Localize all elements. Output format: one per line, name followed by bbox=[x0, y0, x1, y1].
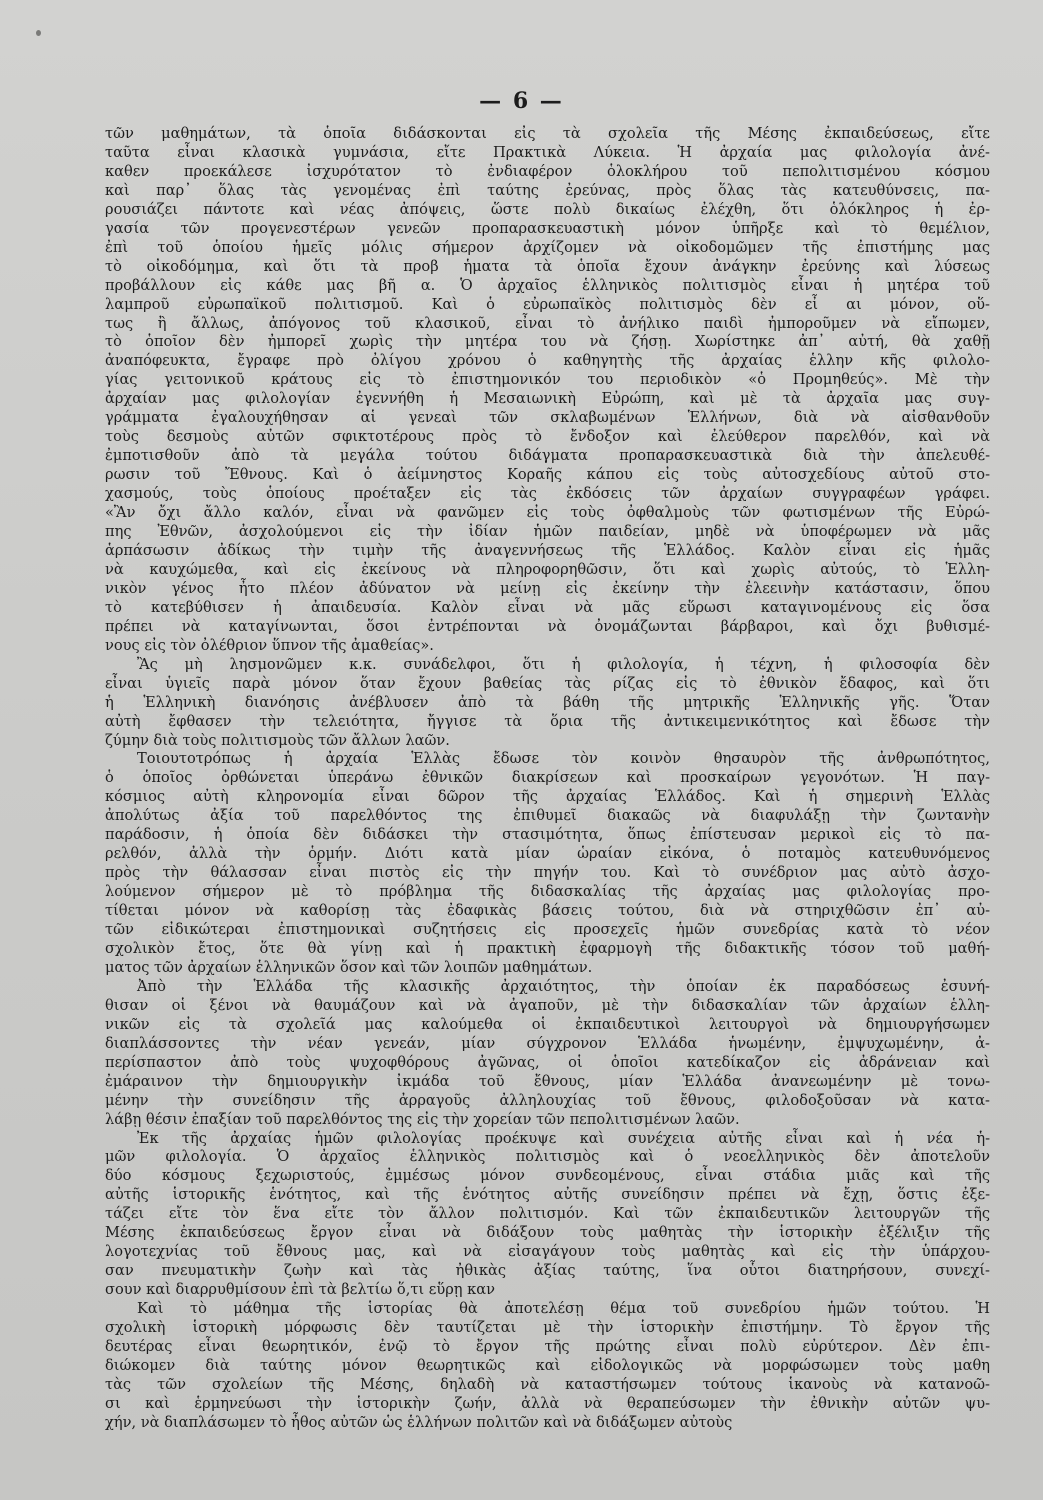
text-line: αὐτῆς ἱστορικῆς ἑνότητος, καὶ τῆς ἑνότητος αὐτῆς συνείδησιν πρέπει νὰ ἔχῃ, ὅστις ἐξε- bbox=[105, 1186, 990, 1204]
text-line: κόσμιος αὐτὴ κληρονομία εἶναι δῶρον τῆς ἀρχαίας Ἑλλάδος. Καὶ ἡ σημερινὴ Ἑλλὰς bbox=[105, 788, 990, 806]
text-line: τάζει εἴτε τὸν ἕνα εἴτε τὸν ἄλλον πολιτισμόν. Καὶ τῶν ἐκπαιδευτικῶν λειτουργῶν τῆς bbox=[105, 1205, 990, 1223]
text-line: λούμενον σήμερον μὲ τὸ πρόβλημα τῆς διδασκαλίας τῆς ἀρχαίας μας φιλολογίας προ- bbox=[105, 883, 990, 901]
scan-speck bbox=[36, 30, 41, 36]
text-line: τὸ ὁποῖον δὲν ἠμπορεῖ χωρὶς τὴν μητέρα του νὰ ζήσῃ. Χωρίστηκε ἀπ᾽ αὐτή, θὰ χαθῇ bbox=[105, 333, 990, 351]
text-line: Τοιουτοτρόπως ἡ ἀρχαία Ἑλλὰς ἔδωσε τὸν κοινὸν θησαυρὸν τῆς ἀνθρωπότητος, bbox=[137, 750, 990, 768]
text-line: χασμούς, τοὺς ὁποίους προέταξεν εἰς τὰς ἐκδόσεις τῶν ἀρχαίων συγγραφέων γράφει. bbox=[105, 485, 990, 503]
text-line: σχολικὸν ἔτος, ὅτε θὰ γίνῃ καὶ ἡ πρακτικὴ ἐφαρμογὴ τῆς διδακτικῆς τόσον τοῦ μαθή- bbox=[105, 939, 990, 957]
text-line: ἐμποτισθοῦν ἀπὸ τὰ μεγάλα τούτου διδάγματα προπαρασκευαστικὰ διὰ τὴν ἀπελευθέ- bbox=[105, 447, 990, 465]
text-line: ταῦτα εἶναι κλασικὰ γυμνάσια, εἴτε Πρακτικὰ Λύκεια. Ἡ ἀρχαία μας φιλολογία ἀνέ- bbox=[105, 143, 990, 161]
text-line: ἀπολύτως ἀξία τοῦ παρελθόντος της ἐπιθυμεῖ διακαῶς νὰ διαφυλάξῃ τὴν ζωντανὴν bbox=[105, 807, 990, 825]
paragraph bbox=[105, 656, 990, 751]
paragraph bbox=[105, 1130, 990, 1301]
text-line: ἀναπόφευκτα, ἔγραφε πρὸ ὀλίγου χρόνου ὁ καθηγητὴς τῆς ἀρχαίας ἑλλην κῆς φιλολο- bbox=[105, 352, 990, 370]
text-line: τως ἢ ἄλλως, ἀπόγονος τοῦ κλασικοῦ, εἶναι τὸ ἀνήλικο παιδὶ ἠμποροῦμεν νὰ εἴπωμεν, bbox=[105, 314, 990, 332]
text-line: Μέσης ἐκπαιδεύσεως ἔργον εἶναι νὰ διδάξουν τοὺς μαθητὰς τὴν ἱστορικὴν ἐξέλιξιν τῆς bbox=[105, 1224, 990, 1242]
text-line: δευτέρας εἶναι θεωρητικόν, ἐνῷ τὸ ἔργον τῆς πρώτης εἶναι πολὺ εὐρύτερον. Δὲν ἐπι- bbox=[105, 1338, 990, 1355]
text-line: πρὸς τὴν θάλασσαν εἶναι πιστὸς εἰς τὴν πηγήν του. Καὶ τὸ συνέδριον μας αὐτὸ ἀσχο- bbox=[105, 864, 990, 882]
text-line: θισαν οἱ ξένοι νὰ θαυμάζουν καὶ νὰ ἀγαποῦν, μὲ τὴν διδασκαλίαν τῶν ἀρχαίων ἑλλη- bbox=[105, 996, 990, 1014]
text-line: πρέπει νὰ καταγίνωνται, ὅσοι ἐντρέπονται νὰ ὀνομάζωνται βάρβαροι, καὶ ὄχι βυθισμέ- bbox=[105, 617, 990, 635]
text-line: νους εἰς τὸν ὀλέθριον ὕπνον τῆς ἀμαθείας». bbox=[105, 636, 434, 654]
text-line: δύο κόσμους ξεχωριστούς, ἐμμέσως μόνον συνδεομένους, εἶναι στάδια μιᾶς καὶ τῆς bbox=[105, 1167, 990, 1185]
text-line: ματος τῶν ἀρχαίων ἑλληνικῶν ὅσον καὶ τῶν λοιπῶν μαθημάτων. bbox=[105, 958, 593, 976]
text-line: νὰ καυχώμεθα, καὶ εἰς ἐκείνους νὰ πληροφορηθῶσιν, ὅτι καὶ χωρὶς αὐτούς, τὸ Ἑλλη- bbox=[105, 560, 990, 578]
page-number: — 6 — bbox=[479, 88, 564, 114]
text-line: μένην τὴν συνείδησιν τῆς ἀρραγοῦς ἀλληλουχίας τοῦ ἔθνους, φιλοδοξοῦσαν νὰ κατα- bbox=[105, 1091, 990, 1109]
text-line: ἡ Ἑλληνικὴ διανόησις ἀνέβλυσεν ἀπὸ τὰ βάθη τῆς μητρικῆς Ἑλληνικῆς γῆς. Ὅταν bbox=[105, 693, 990, 711]
text-line: γίας γειτονικοῦ κράτους εἰς τὸ ἐπιστημονικόν του περιοδικὸν «ὁ Προμηθεύς». Μὲ τὴν bbox=[105, 371, 990, 389]
text-line: νικὸν γένος ἦτο πλέον ἀδύνατον νὰ μείνῃ εἰς ἐκείνην τὴν ἐλεεινὴν κατάστασιν, ὅπου bbox=[105, 579, 990, 597]
text-line: λογοτεχνίας τοῦ ἔθνους μας, καὶ νὰ εἰσαγάγουν τοὺς μαθητὰς καὶ εἰς τὴν ὑπάρχου- bbox=[105, 1243, 990, 1261]
text-line: τίθεται μόνον νὰ καθορίσῃ τὰς ἐδαφικὰς βάσεις τούτου, διὰ νὰ στηριχθῶσιν ἐπ᾽ αὐ- bbox=[105, 902, 990, 920]
text-line: τὸ οἰκοδόμημα, καὶ ὅτι τὰ προβ ἡματα τὰ ὁποῖα ἔχουν ἀνάγκην ἐρεύνης καὶ λύσεως bbox=[105, 257, 990, 275]
text-line: λάβῃ θέσιν ἐπαξίαν τοῦ παρελθόντος της εἰς τὴν χορείαν τῶν πεπολιτισμένων λαῶν. bbox=[105, 1110, 740, 1128]
text-line: διαπλάσσοντες τὴν νέαν γενεάν, μίαν σύγχρονον Ἑλλάδα ἡνωμένην, ἐμψυχωμένην, ἀ- bbox=[105, 1034, 990, 1052]
text-line: τὸ κατεβύθισεν ἡ ἀπαιδευσία. Καλὸν εἶναι νὰ μᾶς εὕρωσι καταγινομένους εἰς ὅσα bbox=[105, 598, 990, 616]
text-line: ἁρπάσωσιν ἀδίκως τὴν τιμὴν τῆς ἀναγεννήσεως τῆς Ἑλλάδος. Καλὸν εἶναι εἰς ἡμᾶς bbox=[105, 541, 990, 559]
text-line: αὐτὴ ἔφθασεν τὴν τελειότητα, ἤγγισε τὰ ὅρια τῆς ἀντικειμενικότητος καὶ ἔδωσε τὴν bbox=[105, 712, 990, 730]
text-line: Ἂς μὴ λησμονῶμεν κ.κ. συνάδελφοι, ὅτι ἡ φιλολογία, ἡ τέχνη, ἡ φιλοσοφία δὲν bbox=[137, 655, 990, 673]
text-line: εἶναι ὑγιεῖς παρὰ μόνον ὅταν ἔχουν βαθείας τὰς ρίζας εἰς τὸ ἐθνικὸν ἔδαφος, καὶ ὅτι bbox=[105, 674, 990, 692]
text-line: γασία τῶν προγενεστέρων γενεῶν προπαρασκευαστικὴ μόνον ὑπῆρξε καὶ τὸ θεμέλιον, bbox=[105, 219, 990, 237]
text-line: καὶ παρ᾽ ὅλας τὰς γενομένας ἐπὶ ταύτης ἐρεύνας, πρὸς ὅλας τὰς κατευθύνσεις, πα- bbox=[105, 181, 990, 199]
text-line: περίσπαστον ἀπὸ τοὺς ψυχοφθόρους ἀγῶνας, οἱ ὁποῖοι κατεδίκαζον εἰς ἀδράνειαν καὶ bbox=[105, 1053, 990, 1071]
text-line: τοὺς δεσμοὺς αὐτῶν σφικτοτέρους πρὸς τὸ ἔνδοξον καὶ ἐλεύθερον παρελθόν, καὶ νὰ bbox=[105, 428, 990, 446]
text-line: ὁ ὁποῖος ὀρθώνεται ὑπεράνω ἐθνικῶν διακρίσεων καὶ προσκαίρων γεγονότων. Ἡ παγ- bbox=[105, 769, 990, 787]
text-line: προβάλλουν εἰς κάθε μας βῆ α. Ὁ ἀρχαῖος ἑλληνικὸς πολιτισμὸς εἶναι ἡ μητέρα τοῦ bbox=[105, 276, 990, 294]
text-line: ρουσιάζει πάντοτε καὶ νέας ἀπόψεις, ὥστε πολὺ δικαίως ἐλέχθη, ὅτι ὁλόκληρος ἡ ἐρ- bbox=[105, 200, 990, 218]
text-line: καθεν προεκάλεσε ἰσχυρότατον τὸ ἐνδιαφέρον ὁλοκλήρου τοῦ πεπολιτισμένου κόσμου bbox=[105, 162, 990, 180]
text-line: Ἐκ τῆς ἀρχαίας ἡμῶν φιλολογίας προέκυψε καὶ συνέχεια αὐτῆς εἶναι καὶ ἡ νέα ἡ- bbox=[137, 1129, 990, 1147]
paragraph bbox=[105, 125, 990, 656]
paragraph bbox=[105, 1300, 990, 1433]
text-line: σι καὶ ἑρμηνεύωσι τὴν ἱστορικὴν ζωήν, ἀλλὰ νὰ θεραπεύσωμεν τὴν ἐθνικὴν αὐτῶν ψυ- bbox=[105, 1394, 990, 1412]
text-line: πης Ἐθνῶν, ἀσχολούμενοι εἰς τὴν ἰδίαν ἡμῶν παιδείαν, μηδὲ νὰ ὑποφέρωμεν νὰ μᾶς bbox=[105, 523, 990, 541]
text-line: ἐπὶ τοῦ ὁποίου ἡμεῖς μόλις σήμερον ἀρχίζομεν νὰ οἰκοδομῶμεν τῆς ἐπιστήμης μας bbox=[105, 238, 990, 256]
text-line: σαν πνευματικὴν ζωὴν καὶ τὰς ἠθικὰς ἀξίας ταύτης, ἵνα οὗτοι διατηρήσουν, συνεχί- bbox=[105, 1262, 990, 1280]
paragraph bbox=[105, 978, 990, 1130]
text-line: διώκομεν διὰ ταύτης μόνον θεωρητικῶς καὶ εἰδολογικῶς νὰ μορφώσωμεν τοὺς μαθη bbox=[105, 1356, 990, 1374]
text-line: χήν, νὰ διαπλάσωμεν τὸ ἦθος αὐτῶν ὡς ἑλλήνων πολιτῶν καὶ νὰ διδάξωμεν αὐτοὺς bbox=[105, 1413, 733, 1431]
text-line: σχολικὴ ἱστορικὴ μόρφωσις δὲν ταυτίζεται μὲ τὴν ἱστορικὴν ἐπιστήμην. Τὸ ἔργον τῆς bbox=[105, 1319, 990, 1337]
text-line: τῶν μαθημάτων, τὰ ὁποῖα διδάσκονται εἰς τὰ σχολεῖα τῆς Μέσης ἐκπαιδεύσεως, εἴτε bbox=[105, 125, 990, 142]
text-line: λαμπροῦ εὐρωπαϊκοῦ πολιτισμοῦ. Καὶ ὁ εὐρωπαϊκὸς πολιτισμὸς δὲν εἶ αι μόνον, οὕ- bbox=[105, 295, 990, 313]
text-line: σουν καὶ διαρρυθμίσουν ἐπὶ τὰ βελτίω ὅ,τι εὕρῃ καν bbox=[105, 1281, 496, 1299]
text-line: ρωσιν τοῦ Ἔθνους. Καὶ ὁ ἀείμνηστος Κοραῆς κάπου εἰς τοὺς αὐτοσχεδίους αὐτοῦ στο- bbox=[105, 466, 990, 484]
text-line: γράμματα ἐγαλουχήθησαν αἱ γενεαὶ τῶν σκλαβωμένων Ἑλλήνων, διὰ νὰ αἰσθανθοῦν bbox=[105, 409, 990, 427]
paragraph bbox=[105, 750, 990, 977]
text-line: ζύμην διὰ τοὺς πολιτισμοὺς τῶν ἄλλων λαῶν. bbox=[105, 731, 450, 749]
text-line: Ἀπὸ τὴν Ἑλλάδα τῆς κλασικῆς ἀρχαιότητος, τὴν ὁποίαν ἐκ παραδόσεως ἐσυνή- bbox=[137, 977, 990, 995]
body-text bbox=[105, 125, 990, 1433]
text-line: παράδοσιν, ἡ ὁποία δὲν διδάσκει τὴν στασιμότητα, ὅπως ἐπίστευσαν μερικοὶ εἰς τὸ πα- bbox=[105, 826, 990, 844]
text-line: μῶν φιλολογία. Ὁ ἀρχαῖος ἑλληνικὸς πολιτισμὸς καὶ ὁ νεοελληνικὸς δὲν ἀποτελοῦν bbox=[105, 1148, 990, 1166]
text-line: ἐμάραινον τὴν δημιουργικὴν ἰκμάδα τοῦ ἔθνους, μίαν Ἑλλάδα ἀνανεωμένην μὲ τονω- bbox=[105, 1072, 990, 1090]
text-line: ρελθόν, ἀλλὰ τὴν ὁρμήν. Διότι κατὰ μίαν ὡραίαν εἰκόνα, ὁ ποταμὸς κατευθυνόμενος bbox=[105, 845, 990, 863]
text-line: τὰς τῶν σχολείων τῆς Μέσης, δηλαδὴ νὰ καταστήσωμεν τούτους ἱκανοὺς νὰ κατανοῶ- bbox=[105, 1375, 990, 1393]
text-line: ἀρχαίαν μας φιλολογίαν ἐγεννήθη ἡ Μεσαιωνικὴ Εὐρώπη, καὶ μὲ τὰ ἀρχαῖα μας συγ- bbox=[105, 390, 990, 408]
text-line: τῶν εἰδικώτεραι ἐπιστημονικαὶ συζητήσεις εἰς προσεχεῖς ἡμῶν συνεδρίας κατὰ τὸ νέον bbox=[105, 921, 990, 939]
text-line: νικῶν εἰς τὰ σχολεῖά μας καλούμεθα οἱ ἐκπαιδευτικοὶ λειτουργοὶ νὰ δημιουργήσωμεν bbox=[105, 1015, 990, 1033]
text-line: Καὶ τὸ μάθημα τῆς ἱστορίας θὰ ἀποτελέσῃ θέμα τοῦ συνεδρίου ἡμῶν τούτου. Ἡ bbox=[137, 1300, 990, 1318]
text-line: «Ἂν ὄχι ἄλλο καλόν, εἶναι νὰ φανῶμεν εἰς τοὺς ὀφθαλμοὺς τῶν φωτισμένων τῆς Εὐρώ- bbox=[105, 504, 990, 522]
